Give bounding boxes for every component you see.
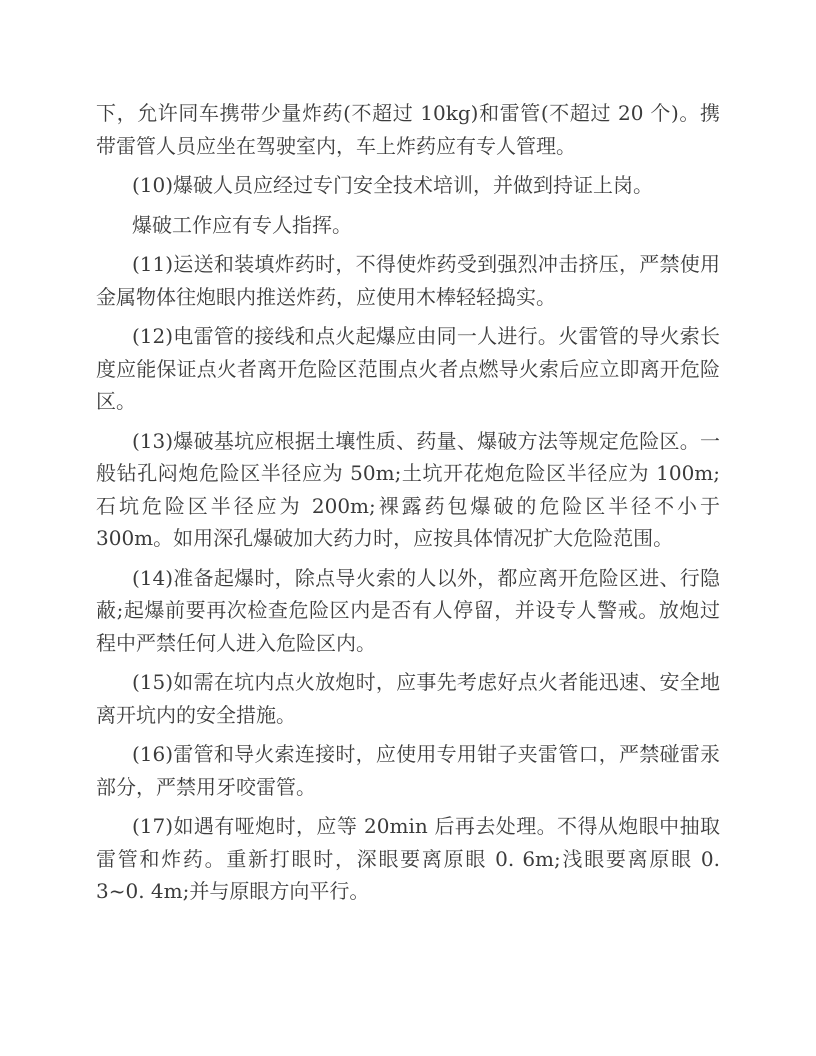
- paragraph-item-13: (13)爆破基坑应根据土壤性质、药量、爆破方法等规定危险区。一般钻孔闷炮危险区半径应为 50m;土坑开花炮危险区半径应为 100m;石坑危险区半径应为 200m;裸露药包爆破的危险区半径不小于 300m。如用深孔爆破加大药力时，应按具体情况扩大危险范围。: [96, 428, 720, 550]
- document-body: [96, 97, 720, 908]
- paragraph-item-11: (11)运送和装填炸药时，不得使炸药受到强烈冲击挤压，严禁使用金属物体往炮眼内推送炸药，应使用木棒轻轻捣实。: [96, 252, 720, 309]
- paragraph-item-15: (15)如需在坑内点火放炮时，应事先考虑好点火者能迅速、安全地离开坑内的安全措施。: [96, 670, 720, 727]
- paragraph-item-16: (16)雷管和导火索连接时，应使用专用钳子夹雷管口，严禁碰雷汞部分，严禁用牙咬雷管。: [96, 742, 720, 799]
- paragraph-item-14: (14)准备起爆时，除点导火索的人以外，都应离开危险区进、行隐蔽;起爆前要再次检查危险区内是否有人停留，并设专人警戒。放炮过程中严禁任何人进入危险区内。: [96, 565, 720, 655]
- paragraph-continuation: 下，允许同车携带少量炸药(不超过 10kg)和雷管(不超过 20 个)。携带雷管人员应坐在驾驶室内，车上炸药应有专人管理。: [96, 101, 720, 158]
- paragraph-item-12: (12)电雷管的接线和点火起爆应由同一人进行。火雷管的导火索长度应能保证点火者离开危险区范围点火者点燃导火索后应立即离开危险区。: [96, 324, 720, 413]
- paragraph-item-10: (10)爆破人员应经过专门安全技术培训，并做到持证上岗。: [132, 173, 654, 197]
- paragraph-item-17: (17)如遇有哑炮时，应等 20min 后再去处理。不得从炮眼中抽取雷管和炸药。重新打眼时，深眼要离原眼 0. 6m;浅眼要离原眼 0. 3~0. 4m;并与原眼方向平行。: [96, 814, 720, 903]
- paragraph-note: 爆破工作应有专人指挥。: [132, 212, 352, 237]
